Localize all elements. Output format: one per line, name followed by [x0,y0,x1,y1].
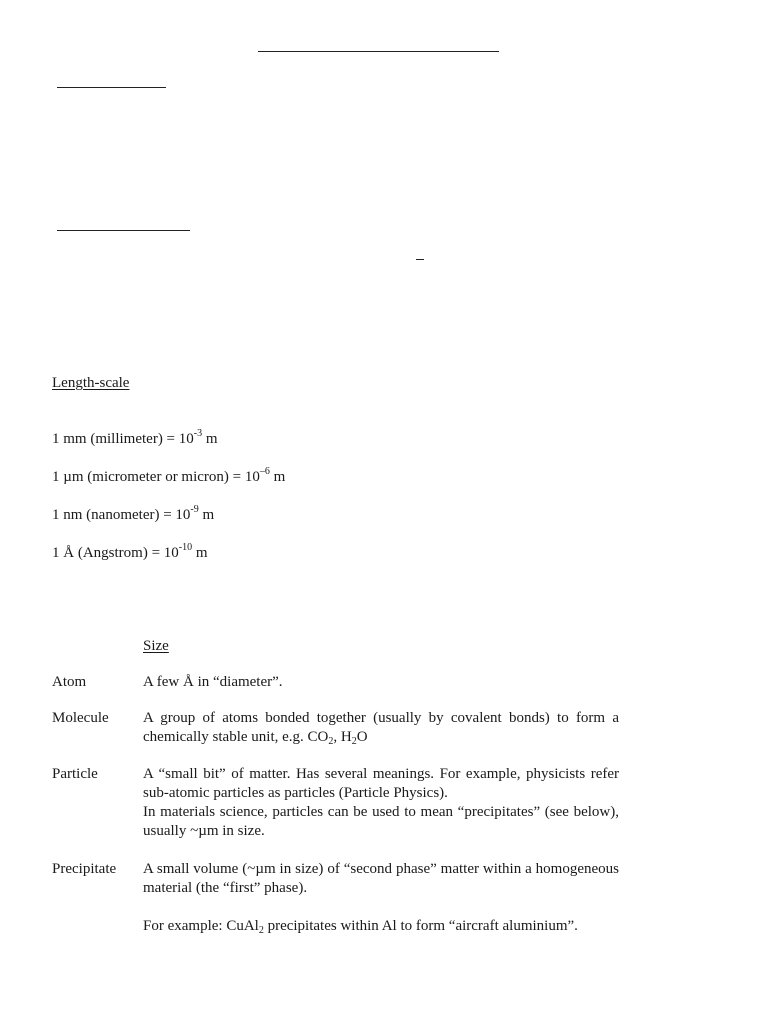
definition-paragraph: A “small bit” of matter. Has several meanings. For example, physicists refer sub-atomic particles as particles (Particle Physics). [143,766,619,801]
term-precipitate: Precipitate [52,861,117,877]
size-heading: Size [143,638,169,654]
length-line-unit: m [202,431,218,447]
length-line-angstrom [52,544,208,563]
definition-paragraph: A small volume (~µm in size) of “second phase” matter within a homogeneous material (the “first” phase). [143,861,619,896]
definition-text: A group of atoms bonded together (usually by covalent bonds) to form a chemically stable unit, e.g. [143,710,619,745]
title-rule [258,51,499,52]
term-atom: Atom [52,674,87,690]
definition-particle [143,765,619,841]
definition-precipitate [143,860,619,936]
formula-h2o: $H_2O$ [340,729,368,747]
length-line-nm [52,506,214,525]
length-line-exponent: -3 [193,428,203,439]
term-molecule: Molecule [52,710,109,726]
formula-separator: , [333,729,341,745]
length-line-exponent: –6 [259,466,270,477]
term-particle: Particle [52,766,98,782]
length-line-um [52,468,285,487]
length-line-exponent: -9 [190,504,199,515]
definition-molecule [143,709,619,747]
length-line-text: 1 mm (millimeter) = 10 [52,431,194,447]
definition-atom: A few Å in “diameter”. [143,674,283,690]
small-dash-mark [416,259,424,260]
length-line-text: 1 Å (Angstrom) = 10 [52,545,179,561]
length-line-mm [52,430,218,449]
section-rule-2 [57,230,190,231]
length-line-exponent: -10 [178,542,193,553]
definition-paragraph: In materials science, particles can be used to mean “precipitates” (see below), usually ~µm in size. [143,804,619,839]
length-line-text: 1 µm (micrometer or micron) = 10 [52,469,260,485]
formula-co2: $CO_2$ [307,729,334,747]
length-scale-heading: Length-scale [52,375,130,391]
definition-example: For example: CuAl$_2$ precipitates within Al to form “aircraft aluminium”. [143,918,578,936]
section-rule-1 [57,87,166,88]
length-line-unit: m [192,545,208,561]
length-line-unit: m [198,507,215,523]
length-line-unit: m [269,469,286,485]
length-line-text: 1 nm (nanometer) = 10 [52,507,191,523]
